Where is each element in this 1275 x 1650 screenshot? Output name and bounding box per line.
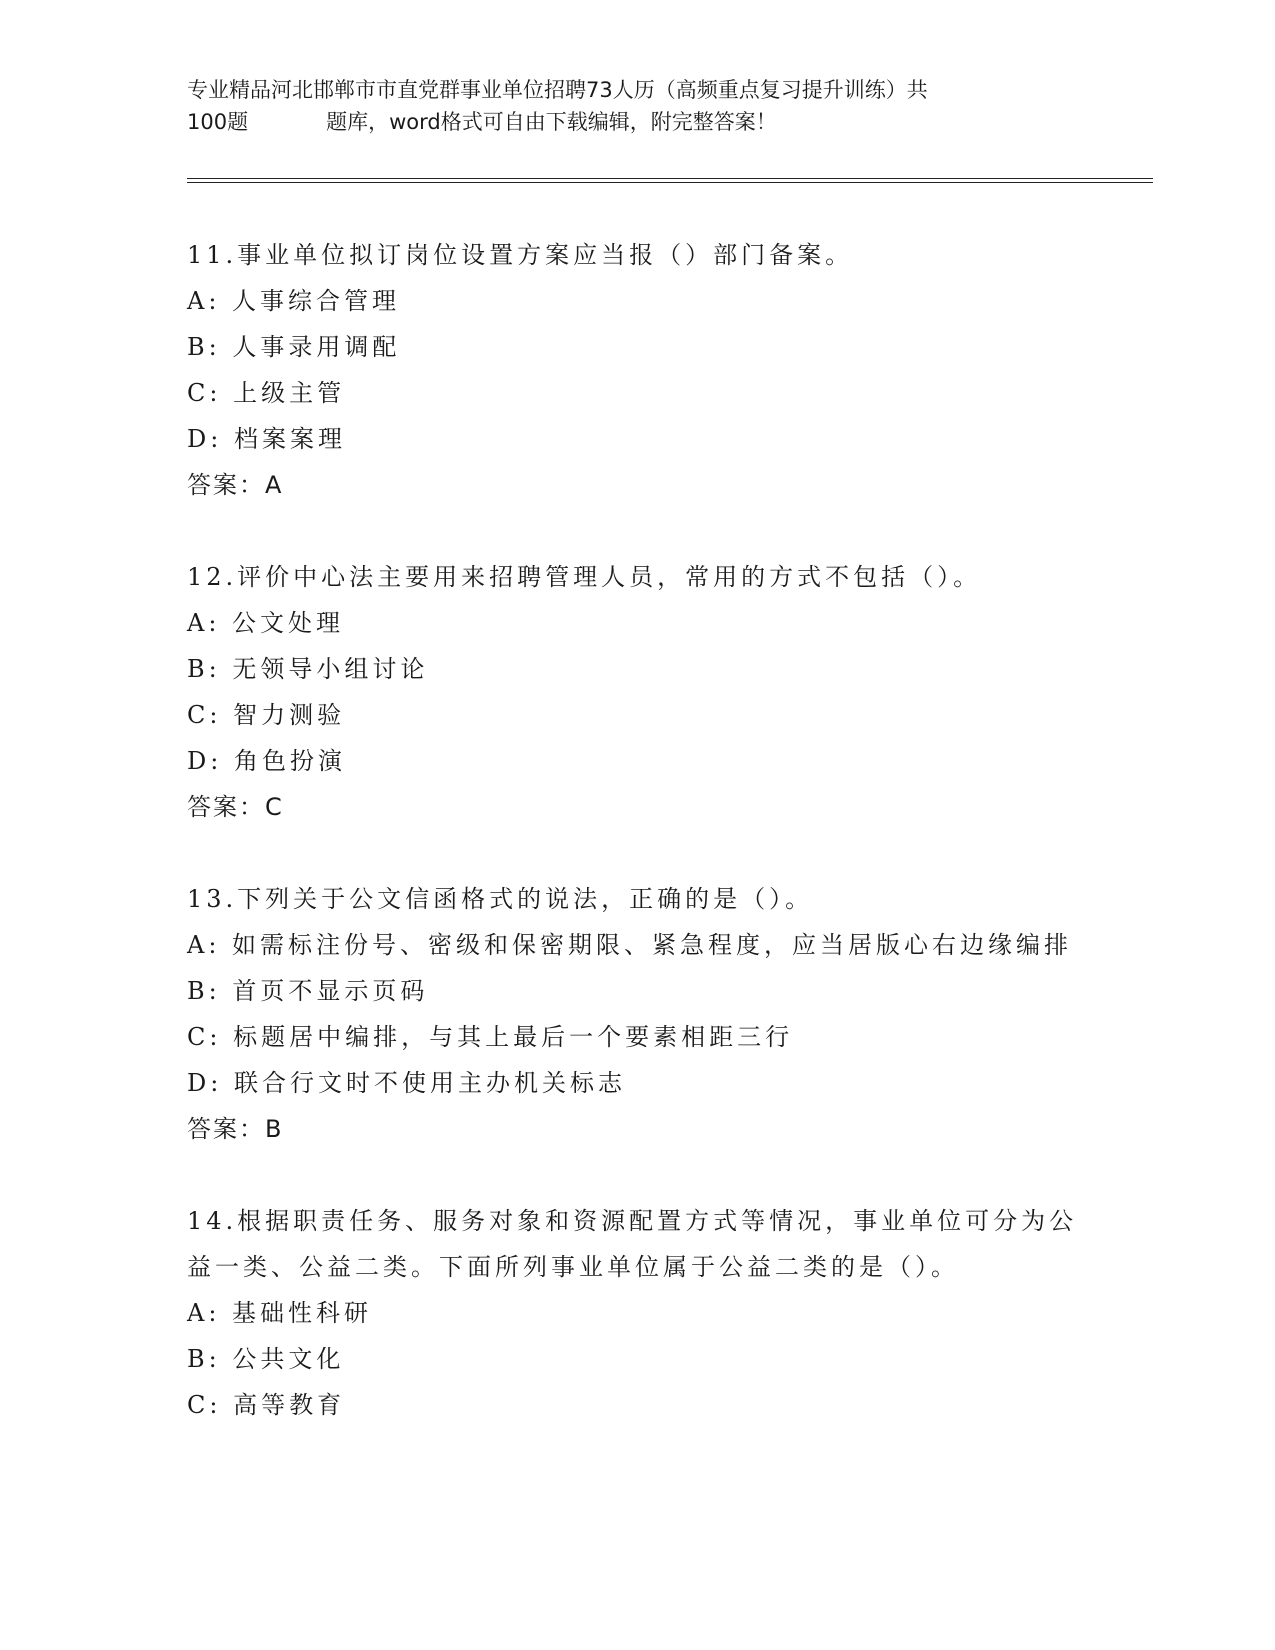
question-11 [187, 232, 1087, 508]
question-text: 14.根据职责任务、服务对象和资源配置方式等情况，事业单位可分为公益一类、公益二类。下面所列事业单位属于公益二类的是（）。 [187, 1207, 1078, 1281]
option-c: C: 上级主管 [187, 379, 346, 407]
option-d: D: 联合行文时不使用主办机关标志 [187, 1069, 626, 1097]
option-c: C: 标题居中编排，与其上最后一个要素相距三行 [187, 1023, 794, 1051]
answer: 答案：A [187, 471, 284, 499]
header-subtitle: 题库，word格式可自由下载编辑，附完整答案！ [326, 110, 777, 134]
question-text: 11.事业单位拟订岗位设置方案应当报（）部门备案。 [187, 241, 854, 269]
option-d: D: 角色扮演 [187, 747, 346, 775]
option-c: C: 智力测验 [187, 701, 346, 729]
answer: 答案：B [187, 1115, 284, 1143]
option-a: A: 公文处理 [187, 609, 345, 637]
header-count: 100题 [187, 110, 249, 134]
option-b: B: 人事录用调配 [187, 333, 401, 361]
question-text: 13.下列关于公文信函格式的说法，正确的是（）。 [187, 885, 814, 913]
header-line-2 [187, 106, 1087, 138]
option-a: A: 如需标注份号、密级和保密期限、紧急程度，应当居版心右边缘编排 [187, 931, 1073, 959]
option-a: A: 人事综合管理 [187, 287, 401, 315]
question-12 [187, 554, 1087, 830]
header-divider-bottom [187, 182, 1153, 183]
page-header [187, 74, 1087, 138]
question-text: 12.评价中心法主要用来招聘管理人员，常用的方式不包括（）。 [187, 563, 982, 591]
option-a: A: 基础性科研 [187, 1299, 373, 1327]
header-divider-top [187, 178, 1153, 179]
option-b: B: 首页不显示页码 [187, 977, 429, 1005]
option-c: C: 高等教育 [187, 1391, 346, 1419]
option-b: B: 无领导小组讨论 [187, 655, 429, 683]
answer: 答案：C [187, 793, 284, 821]
question-list [187, 232, 1087, 1474]
option-d: D: 档案案理 [187, 425, 346, 453]
question-14 [187, 1198, 1087, 1428]
option-b: B: 公共文化 [187, 1345, 345, 1373]
question-13 [187, 876, 1087, 1152]
header-line-1: 专业精品河北邯郸市市直党群事业单位招聘73人历（高频重点复习提升训练）共 [187, 78, 928, 102]
